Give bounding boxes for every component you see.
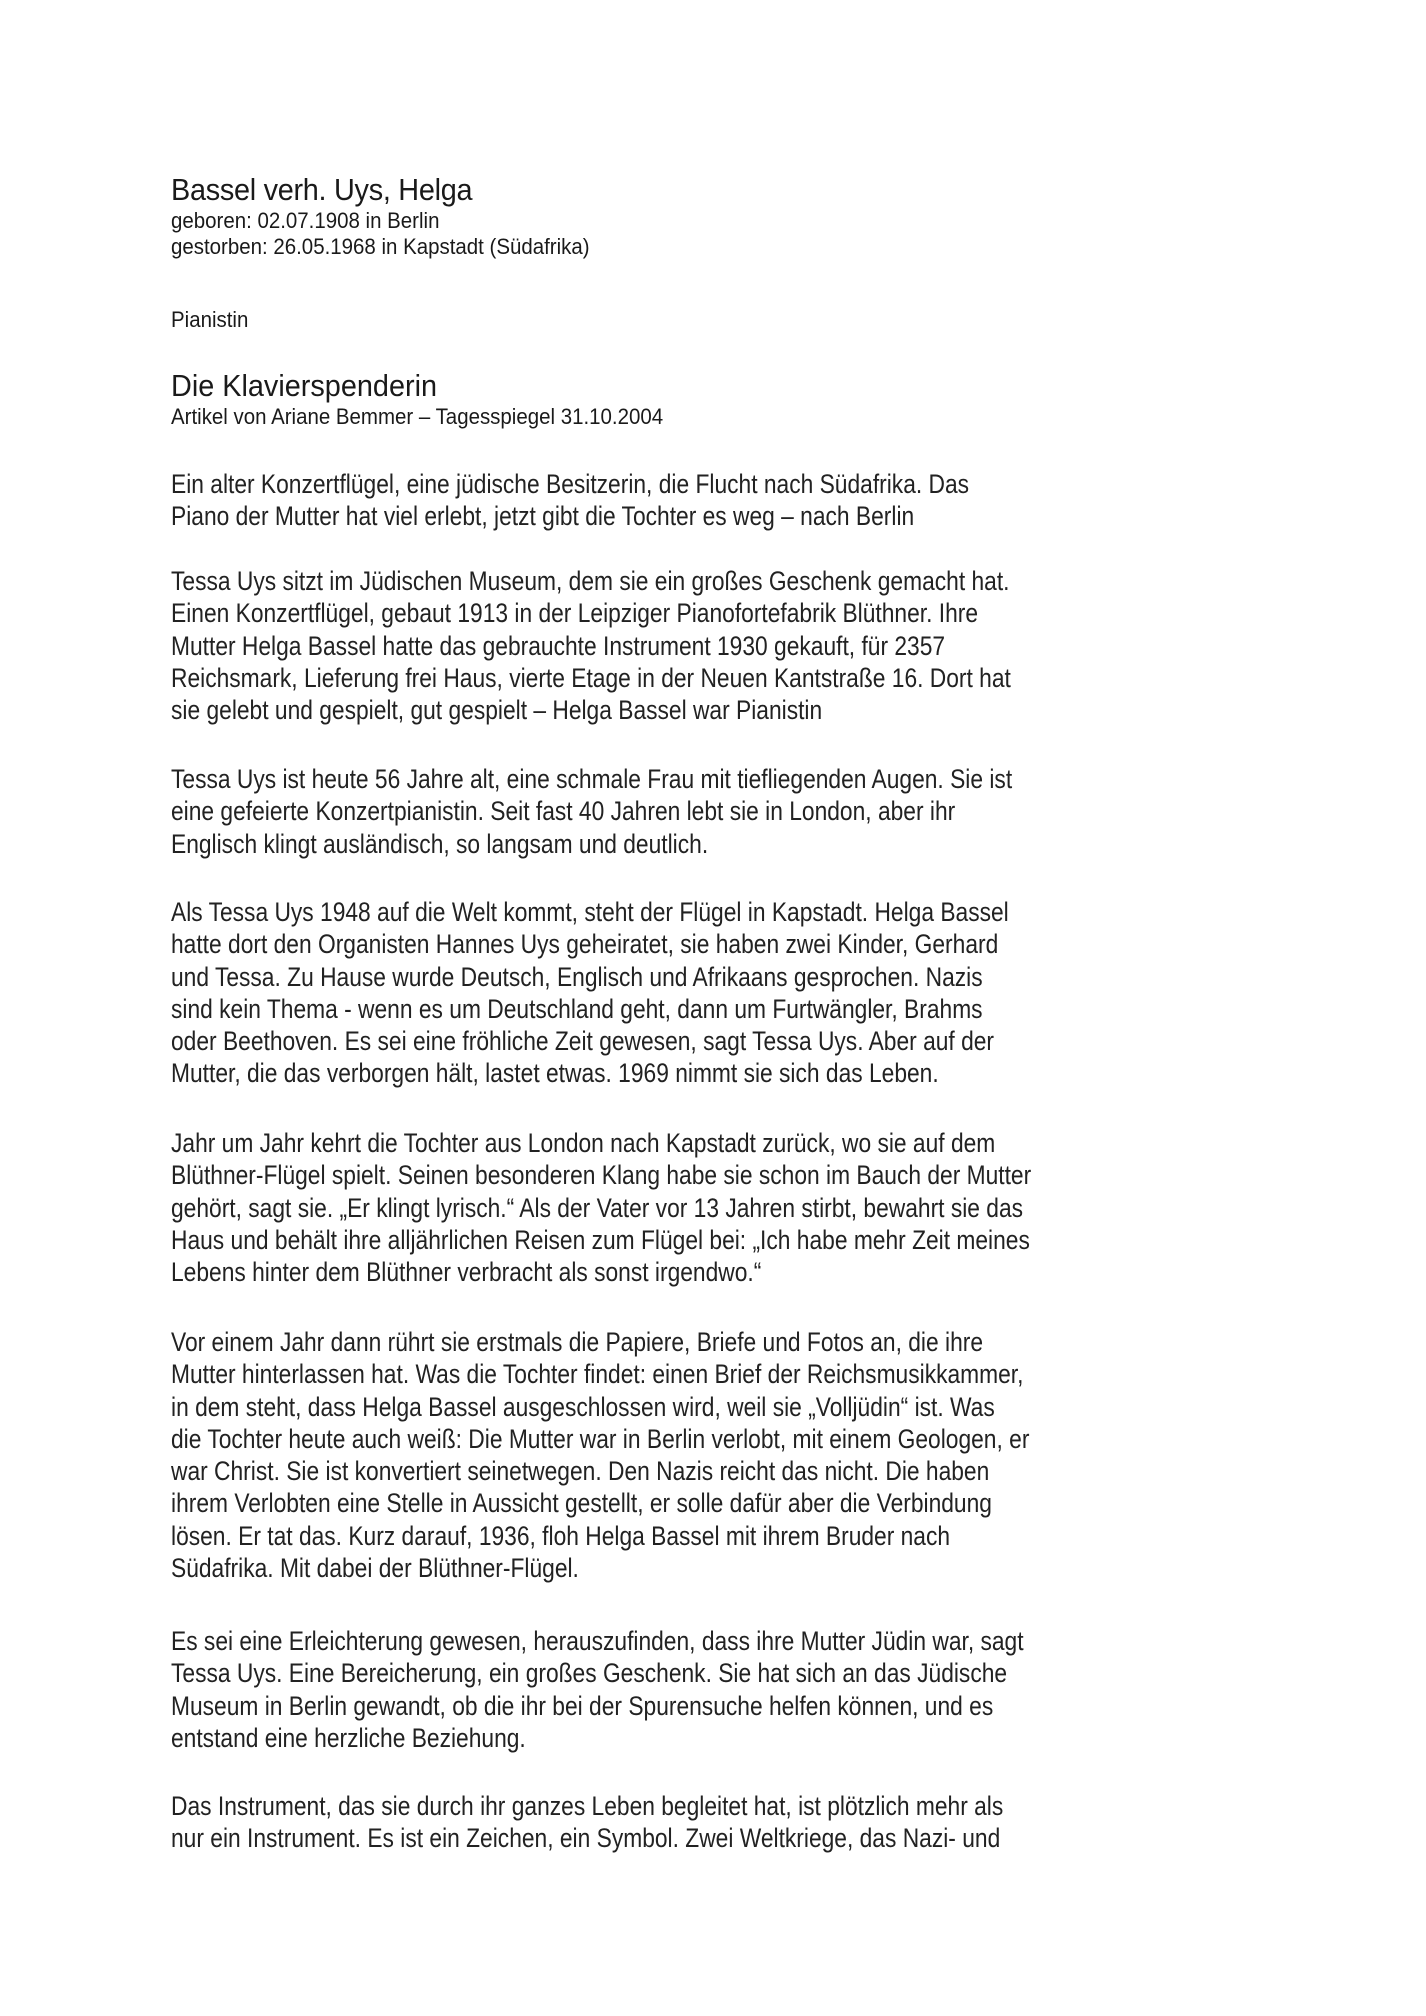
profession: Pianistin: [171, 307, 249, 332]
paragraph-line: Jahr um Jahr kehrt die Tochter aus London nach Kapstadt zurück, wo sie auf dem: [171, 1128, 996, 1158]
paragraph-line: Mutter, die das verborgen hält, lastet etwas. 1969 nimmt sie sich das Leben.: [171, 1058, 939, 1089]
article-byline: Artikel von Ariane Bemmer – Tagesspiegel 31.10.2004: [171, 404, 664, 429]
paragraph-line: Es sei eine Erleichterung gewesen, herauszufinden, dass ihre Mutter Jüdin war, sagt: [171, 1626, 1024, 1656]
paragraph-line: Als Tessa Uys 1948 auf die Welt kommt, steht der Flügel in Kapstadt. Helga Bassel: [171, 897, 1009, 927]
paragraph-line: Tessa Uys sitzt im Jüdischen Museum, dem sie ein großes Geschenk gemacht hat.: [171, 566, 1010, 596]
paragraph-line: Mutter hinterlassen hat. Was die Tochter findet: einen Brief der Reichsmusikkammer,: [171, 1359, 1024, 1390]
paragraph-line: die Tochter heute auch weiß: Die Mutter war in Berlin verlobt, mit einem Geologen, er: [171, 1423, 1030, 1454]
paragraph-line: oder Beethoven. Es sei eine fröhliche Zeit gewesen, sagt Tessa Uys. Aber auf der: [171, 1026, 995, 1057]
paragraph-line: Südafrika. Mit dabei der Blüthner-Flügel.: [171, 1553, 579, 1584]
paragraph-line: Reichsmark, Lieferung frei Haus, vierte Etage in der Neuen Kantstraße 16. Dort hat: [171, 662, 1011, 693]
birth-info: geboren: 02.07.1908 in Berlin: [171, 208, 440, 233]
paragraph-line: Tessa Uys. Eine Bereicherung, ein großes Geschenk. Sie hat sich an das Jüdische: [171, 1658, 1008, 1689]
person-name-heading: Bassel verh. Uys, Helga: [171, 172, 473, 207]
paragraph-line: Tessa Uys ist heute 56 Jahre alt, eine schmale Frau mit tiefliegenden Augen. Sie ist: [171, 764, 1013, 794]
paragraph-line: entstand eine herzliche Beziehung.: [171, 1722, 526, 1753]
paragraph-line: Museum in Berlin gewandt, ob die ihr bei der Spurensuche helfen können, und es: [171, 1690, 994, 1721]
paragraph-line: war Christ. Sie ist konvertiert seinetwegen. Den Nazis reicht das nicht. Die haben: [171, 1456, 990, 1487]
paragraph-line: lösen. Er tat das. Kurz darauf, 1936, floh Helga Bassel mit ihrem Bruder nach: [171, 1520, 951, 1551]
paragraph-line: Vor einem Jahr dann rührt sie erstmals die Papiere, Briefe und Fotos an, die ihre: [171, 1327, 984, 1357]
article-paragraph: [171, 1790, 1139, 1855]
paragraph-line: Das Instrument, das sie durch ihr ganzes Leben begleitet hat, ist plötzlich mehr als: [171, 1791, 1004, 1821]
paragraph-line: Lebens hinter dem Blüthner verbracht als sonst irgendwo.“: [171, 1257, 762, 1288]
paragraph-line: ihrem Verlobten eine Stelle in Aussicht gestellt, er solle dafür aber die Verbindung: [171, 1488, 992, 1519]
paragraph-line: Ein alter Konzertflügel, eine jüdische Besitzerin, die Flucht nach Südafrika. Das: [171, 469, 970, 499]
paragraph-line: Piano der Mutter hat viel erlebt, jetzt gibt die Tochter es weg – nach Berlin: [171, 501, 915, 532]
paragraph-line: Mutter Helga Bassel hatte das gebrauchte Instrument 1930 gekauft, für 2357: [171, 630, 946, 661]
article-paragraph: [171, 763, 1149, 860]
paragraph-line: hatte dort den Organisten Hannes Uys geheiratet, sie haben zwei Kinder, Gerhard: [171, 929, 999, 960]
paragraph-line: Einen Konzertflügel, gebaut 1913 in der Leipziger Pianofortefabrik Blüthner. Ihre: [171, 598, 979, 629]
paragraph-line: gehört, sagt sie. „Er klingt lyrisch.“ Als der Vater vor 13 Jahren stirbt, bewahrt sie das: [171, 1192, 1024, 1223]
article-paragraph: [171, 1625, 1162, 1754]
article-paragraph: [171, 565, 1148, 726]
paragraph-line: sind kein Thema - wenn es um Deutschland geht, dann um Furtwängler, Brahms: [171, 993, 983, 1024]
paragraph-line: in dem steht, dass Helga Bassel ausgeschlossen wird, weil sie „Volljüdin“ ist. Was: [171, 1391, 995, 1422]
death-info: gestorben: 26.05.1968 in Kapstadt (Südafrika): [171, 234, 590, 259]
article-paragraph: [171, 1326, 1169, 1584]
paragraph-line: nur ein Instrument. Es ist ein Zeichen, ein Symbol. Zwei Weltkriege, das Nazi- und: [171, 1823, 1001, 1854]
paragraph-line: sie gelebt und gespielt, gut gespielt – Helga Bassel war Pianistin: [171, 695, 823, 726]
article-title: Die Klavierspenderin: [171, 368, 438, 403]
article-lead-paragraph: [171, 468, 1099, 533]
article-paragraph: [171, 1127, 1171, 1288]
article-paragraph: [171, 896, 1145, 1090]
paragraph-line: Haus und behält ihre alljährlichen Reisen zum Flügel bei: „Ich habe mehr Zeit meines: [171, 1224, 1030, 1255]
paragraph-line: Blüthner-Flügel spielt. Seinen besonderen Klang habe sie schon im Bauch der Mutter: [171, 1160, 1032, 1191]
paragraph-line: Englisch klingt ausländisch, so langsam und deutlich.: [171, 828, 709, 859]
paragraph-line: eine gefeierte Konzertpianistin. Seit fast 40 Jahren lebt sie in London, aber ihr: [171, 796, 956, 827]
paragraph-line: und Tessa. Zu Hause wurde Deutsch, Englisch und Afrikaans gesprochen. Nazis: [171, 961, 983, 992]
